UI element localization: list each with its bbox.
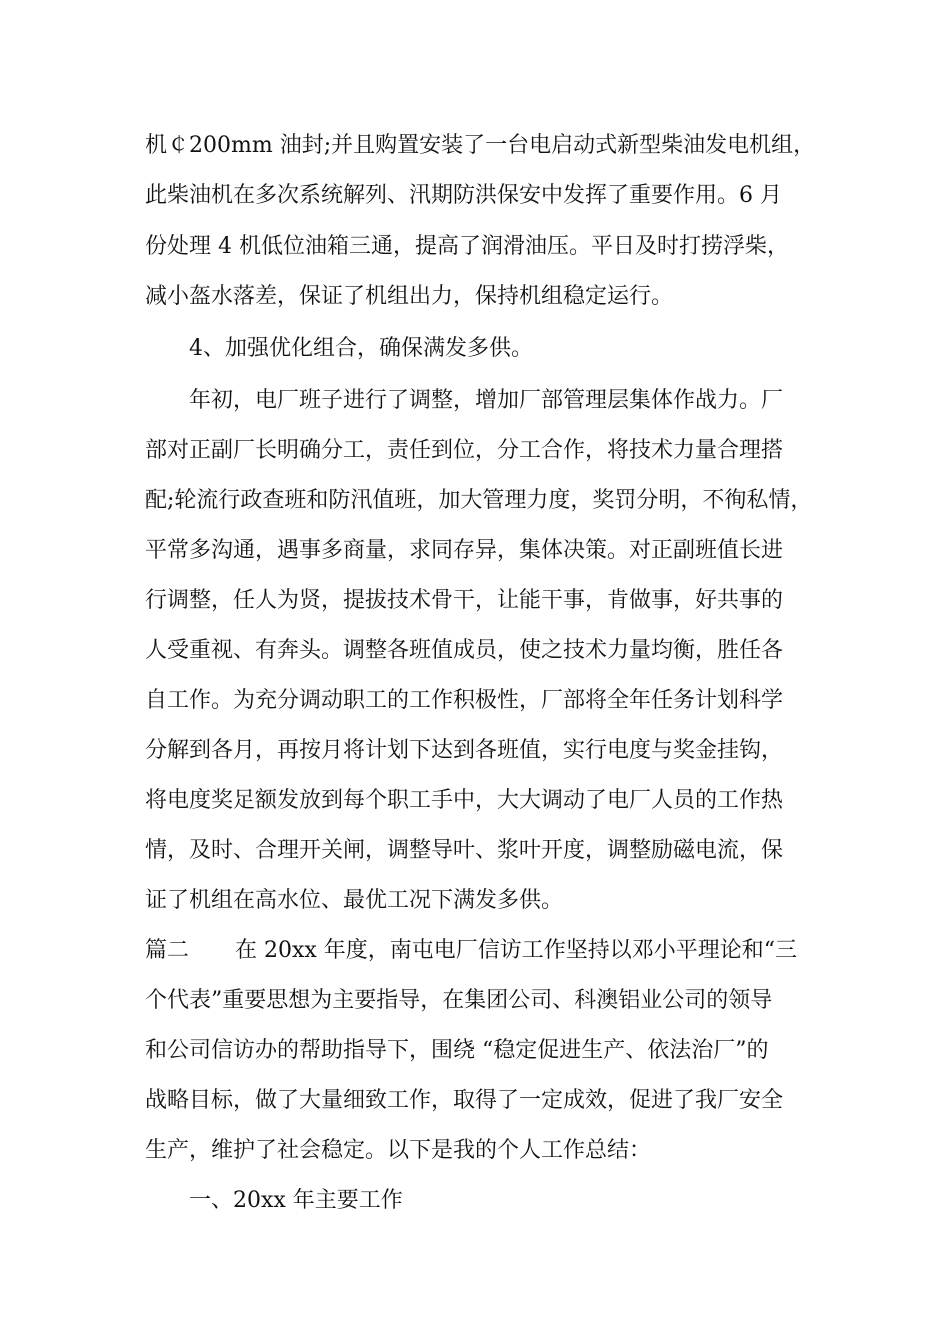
- paragraph-line: 份处理 4 机低位油箱三通，提高了润滑油压。平日及时打捞浮柴，: [145, 234, 789, 259]
- paragraph-line: 自工作。为充分调动职工的工作积极性，厂部将全年任务计划科学: [145, 688, 784, 713]
- section-heading: 4、加强优化组合，确保满发多供。: [189, 336, 533, 361]
- section-heading: 一、20xx 年主要工作: [189, 1188, 403, 1213]
- section-start-line: [145, 936, 797, 966]
- paragraph-line: 行调整，任人为贤，提拔技术骨干，让能干事，肯做事，好共事的: [145, 588, 784, 613]
- paragraph-line: 人受重视、有奔头。调整各班值成员，使之技术力量均衡，胜任各: [145, 638, 784, 663]
- paragraph-line: 机￠200mm 油封;并且购置安装了一台电启动式新型柴油发电机组，: [145, 133, 816, 158]
- paragraph-line: 战略目标，做了大量细致工作，取得了一定成效，促进了我厂安全: [145, 1088, 784, 1113]
- section-label: 篇二: [145, 938, 190, 963]
- paragraph-text: 在 20xx 年度，南屯电厂信访工作坚持以邓小平理论和“三: [235, 938, 798, 963]
- paragraph-line: 配;轮流行政查班和防汛值班，加大管理力度，奖罚分明，不徇私情，: [145, 488, 813, 513]
- paragraph-line: 个代表”重要思想为主要指导，在集团公司、科澳铝业公司的领导: [145, 988, 773, 1013]
- paragraph-line: 年初，电厂班子进行了调整，增加厂部管理层集体作战力。厂: [189, 388, 784, 413]
- paragraph-line: 减小盔水落差，保证了机组出力，保持机组稳定运行。: [145, 284, 674, 309]
- paragraph-line: 部对正副厂长明确分工，责任到位，分工合作，将技术力量合理搭: [145, 438, 784, 463]
- paragraph-line: 分解到各月，再按月将计划下达到各班值，实行电度与奖金挂钩，: [145, 738, 784, 763]
- paragraph-line: 平常多沟通，遇事多商量，求同存异，集体决策。对正副班值长进: [145, 538, 784, 563]
- paragraph-line: 证了机组在高水位、最优工况下满发多供。: [145, 888, 564, 913]
- paragraph-line: 情，及时、合理开关闸，调整导叶、浆叶开度，调整励磁电流，保: [145, 838, 784, 863]
- paragraph-line: 此柴油机在多次系统解列、汛期防洪保安中发挥了重要作用。6 月: [145, 183, 782, 208]
- paragraph-line: 将电度奖足额发放到每个职工手中，大大调动了电厂人员的工作热: [145, 788, 784, 813]
- paragraph-line: 和公司信访办的帮助指导下，围绕 “稳定促进生产、依法治厂”的: [145, 1038, 769, 1063]
- paragraph-line: 生产，维护了社会稳定。以下是我的个人工作总结：: [145, 1138, 652, 1163]
